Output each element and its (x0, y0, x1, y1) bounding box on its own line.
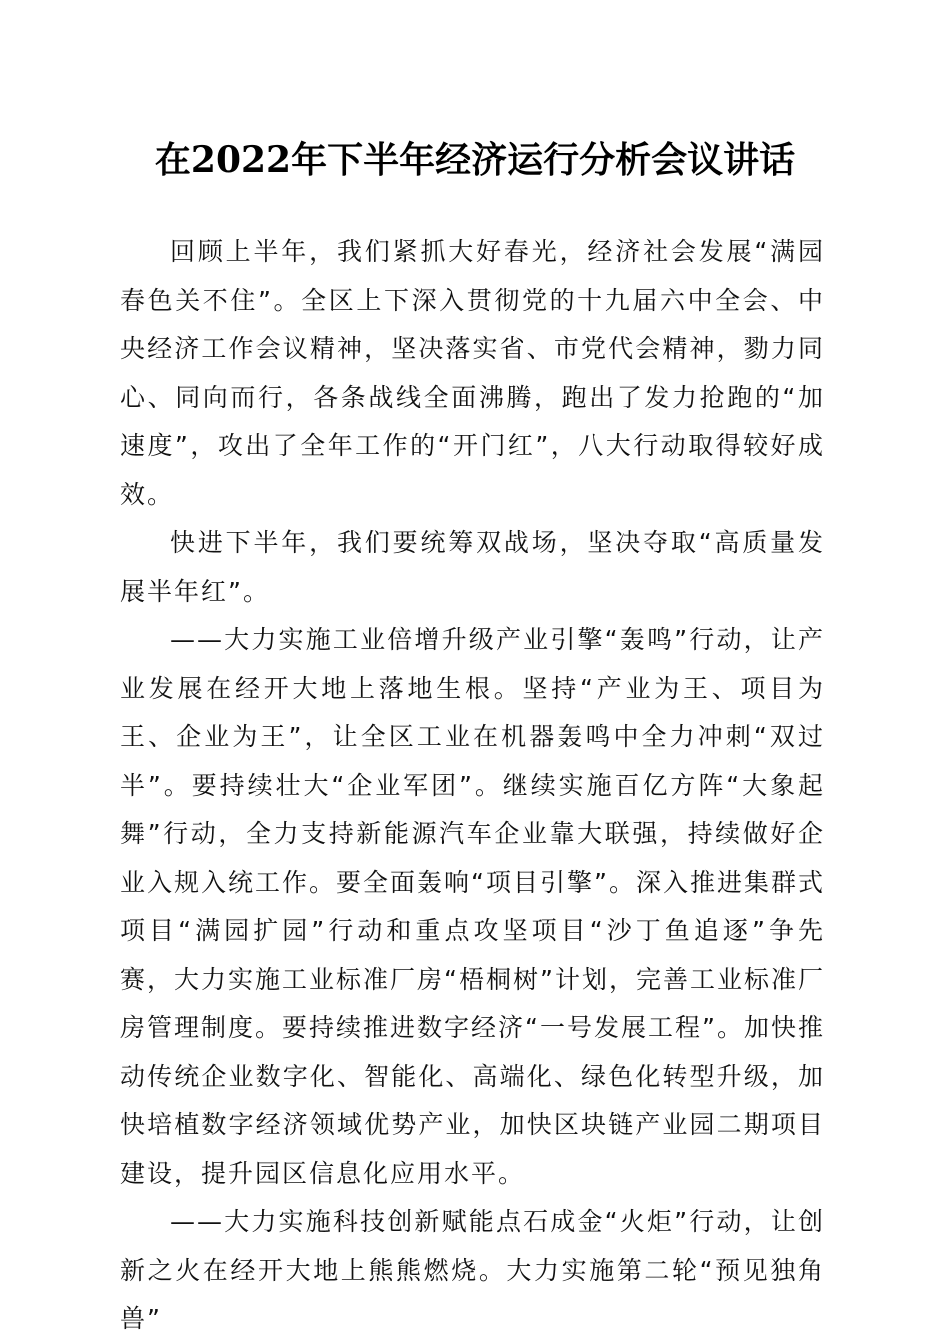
document-title: 在2022年下半年经济运行分析会议讲话 (154, 139, 796, 181)
paragraph: ——大力实施工业倍增升级产业引擎“轰鸣”行动，让产业发展在经开大地上落地生根。坚持“产业为王、项目为王、企业为王”，让全区工业在机器轰鸣中全力冲刺“双过半”。要持续壮大“企业军团”。继续实施百亿方阵“大象起舞”行动，全力支持新能源汽车企业靠大联强，持续做好企业入规入统工作。要全面轰响“项目引擎”。深入推进集群式项目“满园扩园”行动和重点攻坚项目“沙丁鱼追逐”争先赛，大力实施工业标准厂房“梧桐树”计划，完善工业标准厂房管理制度。要持续推进数字经济“一号发展工程”。加快推动传统企业数字化、智能化、高端化、绿色化转型升级，加快培植数字经济领域优势产业，加快区块链产业园二期项目建设，提升园区信息化应用水平。 (120, 625, 825, 1188)
document-body (120, 228, 825, 1344)
paragraph: 回顾上半年，我们紧抓大好春光，经济社会发展“满园春色关不住”。全区上下深入贯彻党的十九届六中全会、中央经济工作会议精神，坚决落实省、市党代会精神，勠力同心、同向而行，各条战线全面沸腾，跑出了发力抢跑的“加速度”，攻出了全年工作的“开门红”，八大行动取得较好成效。 (120, 237, 825, 509)
paragraph: ——大力实施科技创新赋能点石成金“火炬”行动，让创新之火在经开大地上熊熊燃烧。大力实施第二轮“预见独角兽” (120, 1207, 825, 1333)
paragraph: 快进下半年，我们要统筹双战场，坚决夺取“高质量发展半年红”。 (120, 528, 825, 606)
